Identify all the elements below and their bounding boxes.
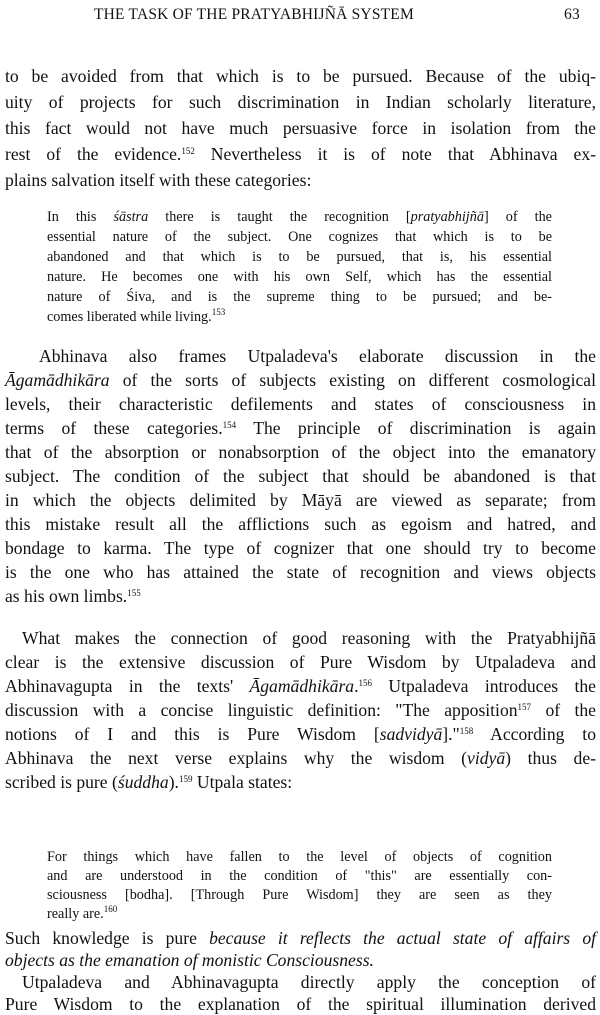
body-line: Such knowledge is pure because it reflects the actual state of affairs of xyxy=(5,928,596,948)
body-line: scribed is pure (śuddha).$^{159}$ Utpala states: xyxy=(5,772,293,792)
body-line: discussion with a concise linguistic definition: "The apposition$^{157}$ of the xyxy=(5,700,596,720)
body-line: notions of I and this is Pure Wisdom [sadvidyā]."$^{158}$ According to xyxy=(5,724,596,744)
body-line: levels, their characteristic defilements and states of consciousness in xyxy=(5,394,596,414)
body-line: that of the absorption or nonabsorption of the object into the emanatory xyxy=(5,442,596,462)
quote-line: nature of Śiva, and is the supreme thing to be pursued; and be- xyxy=(47,289,552,305)
body-line: uity of projects for such discrimination in Indian scholarly literature, xyxy=(5,92,596,112)
page-number: 63 xyxy=(564,6,580,23)
body-line: rest of the evidence.$^{152}$ Nevertheless it is of note that Abhinava ex- xyxy=(5,144,596,164)
body-line: Utpaladeva and Abhinavagupta directly apply the conception of xyxy=(22,972,596,992)
footnote-ref: 154 xyxy=(222,420,237,430)
footnote-ref: 155 xyxy=(127,588,141,598)
body-line: Abhinava also frames Utpaladeva's elaborate discussion in the xyxy=(39,346,596,366)
body-line: bondage to karma. The type of cognizer that one should try to become xyxy=(5,538,596,558)
body-line: this mistake result all the afflictions such as egoism and hatred, and xyxy=(5,514,596,534)
body-line: subject. The condition of the subject that should be abandoned is that xyxy=(5,466,596,486)
body-line: in which the objects delimited by Māyā are viewed as separate; from xyxy=(5,490,596,510)
quote-line: nature. He becomes one with his own Self, which has the essential xyxy=(47,269,552,285)
body-line: What makes the connection of good reasoning with the Pratyabhijñā xyxy=(22,628,596,648)
body-line: objects as the emanation of monistic Consciousness. xyxy=(5,950,374,970)
running-title: THE TASK OF THE PRATYABHIJÑĀ SYSTEM xyxy=(94,6,414,23)
body-line: Abhinavagupta in the texts' Āgamādhikāra.$^{156}$ Utpaladeva introduces the xyxy=(5,676,596,696)
footnote-ref: 152 xyxy=(181,146,195,156)
footnote-ref: 156 xyxy=(358,678,372,688)
footnote-ref: 158 xyxy=(459,726,474,736)
quote-line: essential nature of the subject. One cognizes that which is to be xyxy=(47,229,552,245)
quote-line: and are understood in the condition of "this" are essentially con- xyxy=(47,868,552,884)
quote-line: abandoned and that which is to be pursued, that is, his essential xyxy=(47,249,552,265)
body-line: is the one who has attained the state of recognition and views objects xyxy=(5,562,596,582)
quote-line: comes liberated while living.$^{153}$ xyxy=(47,307,226,325)
footnote-ref: 159 xyxy=(178,774,193,784)
footnote-ref: 153 xyxy=(211,307,226,317)
quote-line: really are.$^{160}$ xyxy=(47,904,118,922)
body-line: Āgamādhikāra of the sorts of subjects existing on different cosmological xyxy=(5,370,596,390)
body-line: Abhinava the next verse explains why the wisdom (vidyā) thus de- xyxy=(5,748,596,768)
quote-line: sciousness [bodha]. [Through Pure Wisdom] they are seen as they xyxy=(47,887,552,903)
body-line: to be avoided from that which is to be pursued. Because of the ubiq- xyxy=(5,66,596,86)
body-line: Pure Wisdom to the explanation of the spiritual illumination derived xyxy=(5,994,596,1014)
body-line: as his own limbs.$^{155}$ xyxy=(5,586,141,606)
body-line: plains salvation itself with these categories: xyxy=(5,170,312,190)
quote-line: In this śāstra there is taught the recognition [pratyabhijñā] of the xyxy=(47,209,552,225)
body-line: terms of these categories.$^{154}$ The principle of discrimination is again xyxy=(5,418,596,438)
footnote-ref: 160 xyxy=(103,904,118,914)
quote-line: For things which have fallen to the level of objects of cognition xyxy=(47,849,552,865)
body-line: clear is the extensive discussion of Pure Wisdom by Utpaladeva and xyxy=(5,652,596,672)
footnote-ref: 157 xyxy=(517,702,532,712)
running-header xyxy=(0,6,600,28)
body-line: this fact would not have much persuasive force in isolation from the xyxy=(5,118,596,138)
